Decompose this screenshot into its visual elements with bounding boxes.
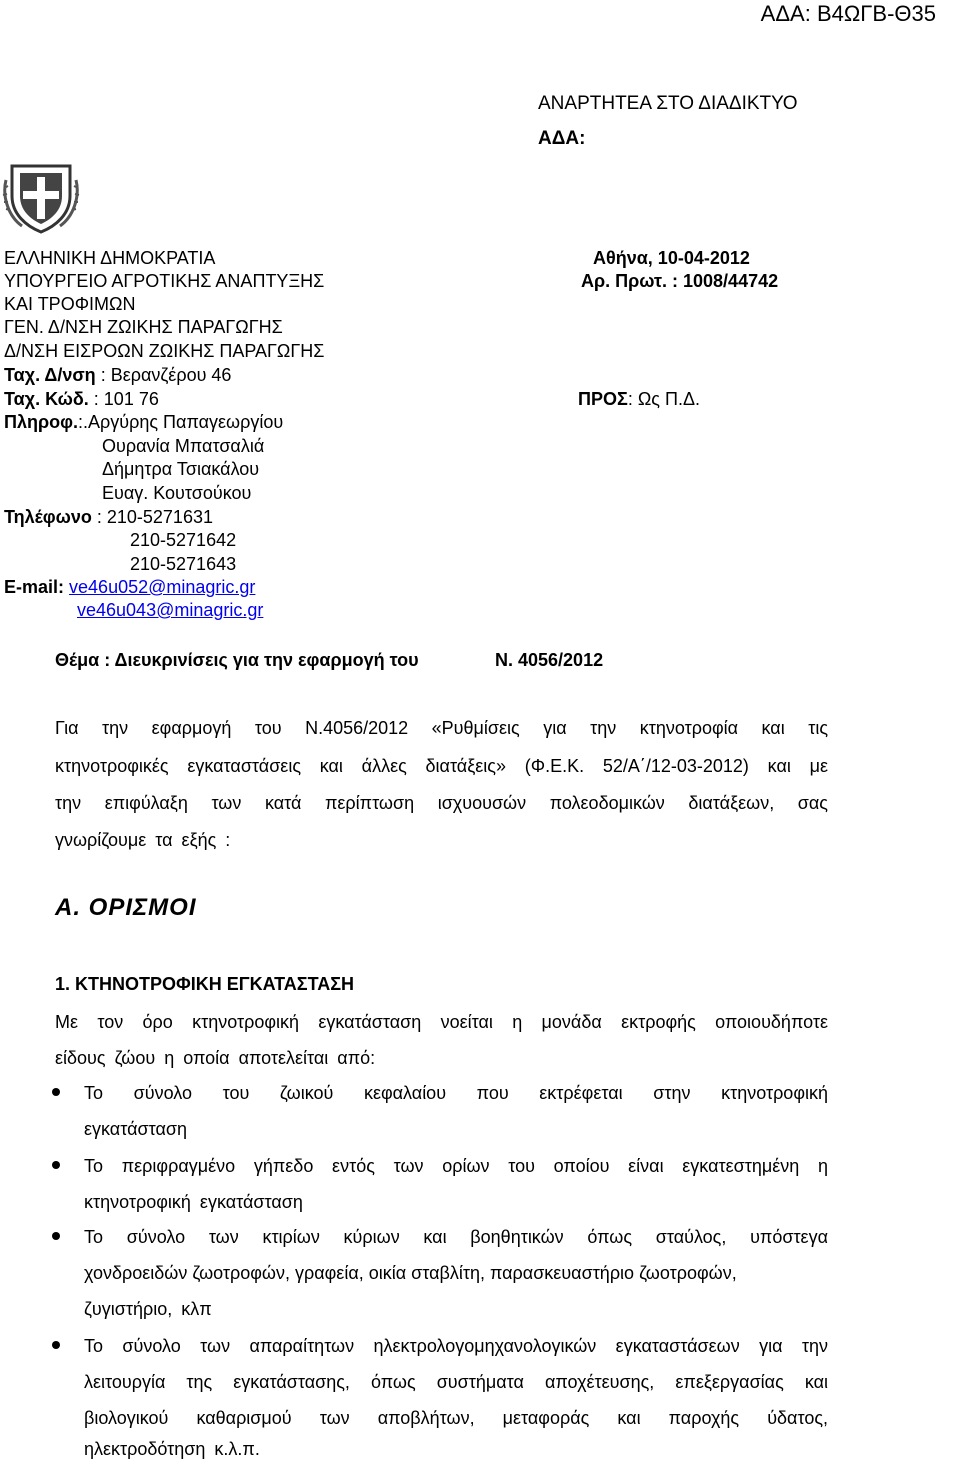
info-first: :.Αργύρης Παπαγεωργίου [78,412,284,432]
info-name: Ευαγ. Κουτσούκου [102,483,252,503]
sender-line-1: ΕΛΛΗΝΙΚΗ ΔΗΜΟΚΡΑΤΙΑ [4,248,216,268]
sender-line-4: ΓΕΝ. Δ/ΝΣΗ ΖΩΙΚΗΣ ΠΑΡΑΓΩΓΗΣ [4,317,283,337]
sender-email [4,576,255,598]
definition-line: είδους ζώου η οποία αποτελείται από: [55,1048,376,1068]
sender-postcode [4,388,159,410]
bullet-line: χονδροειδών ζωοτροφών, γραφεία, οικία σταβλίτη, παρασκευαστήριο ζωοτροφών, [84,1263,737,1283]
bullet-dot [52,1161,60,1169]
sender-line-5: Δ/ΝΣΗ ΕΙΣΡΟΩΝ ΖΩΙΚΗΣ ΠΑΡΑΓΩΓΗΣ [4,341,325,361]
bullet-line: Το περιφραγμένο γήπεδο εντός των ορίων του οποίου είναι εγκατεστημένη η [84,1156,828,1176]
address-value: : Βερανζέρου 46 [95,365,232,385]
bullet-dot [52,1232,60,1240]
bullet-line: Το σύνολο του ζωικού κεφαλαίου που εκτρέφεται στην κτηνοτροφική [84,1083,828,1103]
intro-line: Για την εφαρμογή του Ν.4056/2012 «Ρυθμίσεις για την κτηνοτροφία και τις [55,718,828,738]
date-line: Αθήνα, 10-04-2012 [593,248,750,268]
protocol-label: Αρ. Πρωτ. [581,271,668,291]
recipient-value: : Ως Π.Δ. [627,389,700,409]
sender-address [4,364,231,386]
phone-number: 210-5271643 [130,554,237,574]
postcode-label: Ταχ. Κώδ. [4,389,89,409]
phone-number: 210-5271642 [130,530,237,550]
email-label: E-mail: [4,577,65,597]
ada-label: ΑΔΑ: [538,128,586,149]
phone-label: Τηλέφωνο [4,507,92,527]
sender-line-2: ΥΠΟΥΡΓΕΙΟ ΑΓΡΟΤΙΚΗΣ ΑΝΑΠΤΥΞΗΣ [4,271,325,291]
intro-line: κτηνοτροφικές εγκαταστάσεις και άλλες διατάξεις» (Φ.Ε.Κ. 52/Α΄/12-03-2012) και με [55,756,828,776]
info-name: Ουρανία Μπατσαλιά [102,436,265,456]
publish-notice: ΑΝΑΡΤΗΤΕΑ ΣΤΟ ΔΙΑΔΙΚΤΥΟ [538,93,798,114]
bullet-dot [52,1088,60,1096]
sender-line-3: ΚΑΙ ΤΡΟΦΙΜΩΝ [4,294,136,314]
subsection-heading: 1. ΚΤΗΝΟΤΡΟΦΙΚΗ ΕΓΚΑΤΑΣΤΑΣΗ [55,974,355,994]
bullet-line: ζυγιστήριο, κλπ [84,1299,212,1319]
bullet-dot [52,1341,60,1349]
bullet-line: κτηνοτροφική εγκατάσταση [84,1192,303,1212]
ada-code: ΑΔΑ: Β4ΩΓΒ-Θ35 [760,1,936,26]
sender-info [4,411,283,433]
definition-line: Με τον όρο κτηνοτροφική εγκατάσταση νοείται η μονάδα εκτροφής οποιουδήποτε [55,1012,828,1032]
protocol-value: : 1008/44742 [667,271,779,291]
protocol-line [581,270,778,292]
info-name: Δήμητρα Τσιακάλου [102,459,260,479]
subject-law: Ν. 4056/2012 [495,650,604,670]
greek-coat-of-arms-icon [2,160,80,234]
bullet-line: ηλεκτροδότηση κ.λ.π. [84,1439,260,1459]
bullet-line: Το σύνολο των απαραίτητων ηλεκτρολογομηχανολογικών εγκαταστάσεων για την [84,1336,828,1356]
subject: Θέμα : Διευκρινίσεις για την εφαρμογή του [55,650,419,670]
info-label: Πληροφ. [4,412,79,432]
bullet-line: εγκατάσταση [84,1119,187,1139]
recipient-line [578,388,700,410]
sender-phone [4,506,213,528]
address-label: Ταχ. Δ/νση [4,365,96,385]
intro-line: γνωρίζουμε τα εξής : [55,830,231,850]
bullet-line: λειτουργία της εγκατάστασης, όπως συστήματα αποχέτευσης, επεξεργασίας και [84,1372,828,1392]
bullet-line: Το σύνολο των κτιρίων κύριων και βοηθητικών όπως σταύλος, υπόστεγα [84,1227,828,1247]
section-heading: Α. ΟΡΙΣΜΟΙ [55,894,197,921]
phone-first: : 210-5271631 [91,507,213,527]
email-link[interactable]: ve46u043@minagric.gr [77,600,264,620]
postcode-value: : 101 76 [88,389,159,409]
intro-line: την επιφύλαξη των κατά περίπτωση ισχυουσών πολεοδομικών διατάξεων, σας [55,793,828,813]
bullet-line: βιολογικού καθαρισμού των αποβλήτων, μεταφοράς και παροχής ύδατος, [84,1408,828,1428]
recipient-label: ΠΡΟΣ [578,389,628,409]
email-link[interactable]: ve46u052@minagric.gr [69,577,256,597]
